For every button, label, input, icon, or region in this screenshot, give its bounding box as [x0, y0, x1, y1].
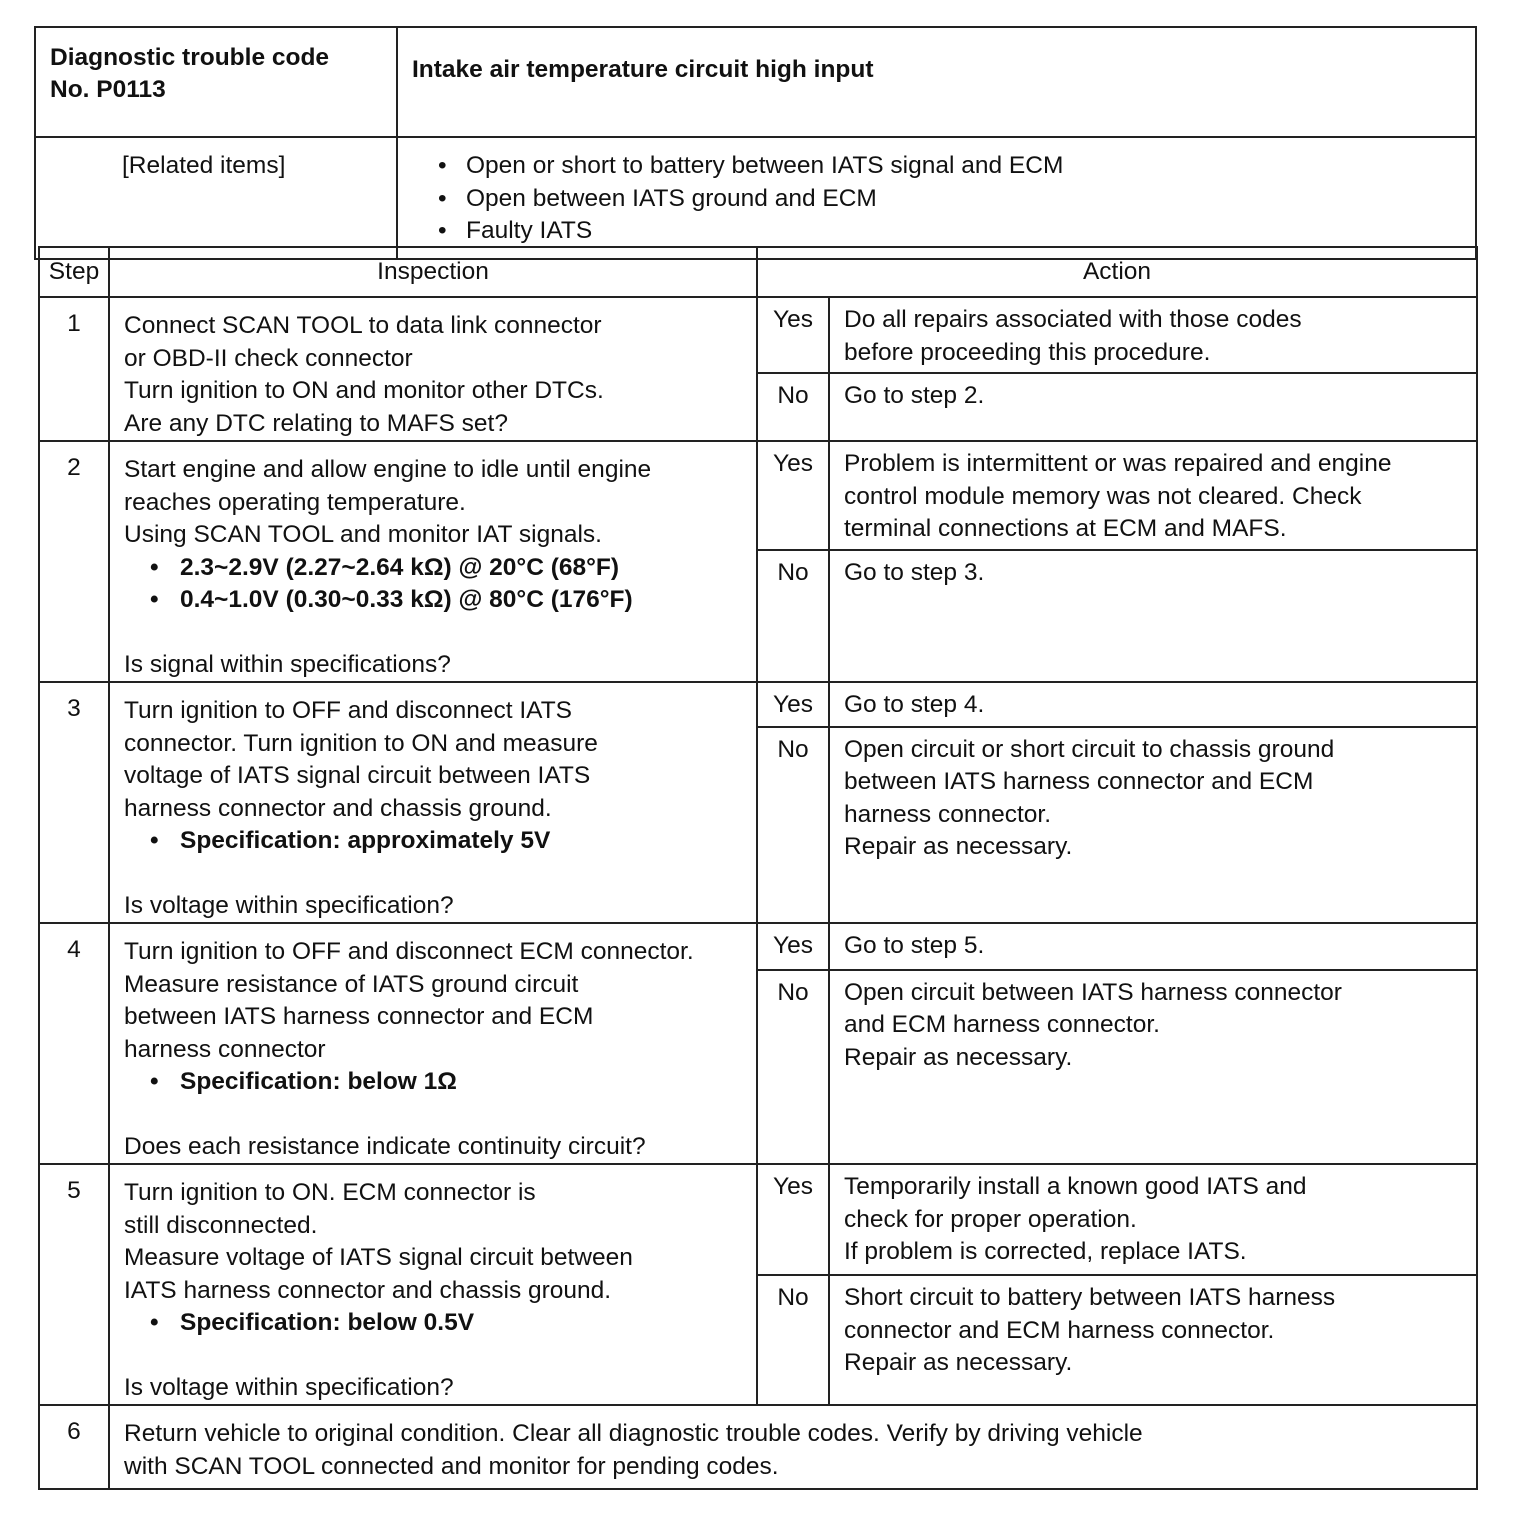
related-item: • Open or short to battery between IATS signal and ECM — [438, 150, 1475, 183]
step-2-inspection — [109, 441, 757, 682]
action-line: If problem is corrected, replace IATS. — [844, 1238, 1247, 1265]
inspection-line: Using SCAN TOOL and monitor IAT signals. — [124, 521, 602, 548]
step-4-no-action — [829, 970, 1477, 1164]
step-1-inspection — [109, 297, 757, 441]
step-number: 2 — [39, 441, 109, 682]
inspection-line: Turn ignition to ON and monitor other DTCs. — [124, 377, 604, 404]
no-label: No — [757, 1275, 829, 1405]
action-line: Do all repairs associated with those codes — [844, 306, 1302, 333]
action-line: control module memory was not cleared. Check — [844, 482, 1362, 510]
step-3-yes-row — [39, 682, 1477, 727]
inspection-line: Measure resistance of IATS ground circuit — [124, 970, 579, 998]
diagnostic-steps-table — [38, 246, 1478, 1490]
step-5-no-action — [829, 1275, 1477, 1405]
step-6-text — [109, 1405, 1477, 1489]
action-line: Problem is intermittent or was repaired and engine — [844, 450, 1392, 477]
spec-item: • Specification: below 1Ω — [150, 1066, 748, 1099]
inspection-question: Is signal within specifications? — [124, 650, 451, 678]
inspection-line: Turn ignition to OFF and disconnect ECM connector. — [124, 938, 694, 965]
step-number: 3 — [39, 682, 109, 923]
step-2-yes-action — [829, 441, 1477, 550]
table-header-row — [39, 247, 1477, 297]
spec-item: • Specification: approximately 5V — [150, 825, 748, 858]
action-line: and ECM harness connector. — [844, 1011, 1160, 1039]
step-3-no-action — [829, 727, 1477, 923]
yes-label: Yes — [757, 1164, 829, 1275]
inspection-line: Turn ignition to ON. ECM connector is — [124, 1179, 536, 1206]
step-4-inspection — [109, 923, 757, 1164]
inspection-line: Measure voltage of IATS signal circuit between — [124, 1244, 633, 1271]
inspection-line: IATS harness connector and chassis ground. — [124, 1276, 612, 1304]
step-3-inspection — [109, 682, 757, 923]
action-line: connector and ECM harness connector. — [844, 1316, 1275, 1344]
spec-item: • 2.3~2.9V (2.27~2.64 kΩ) @ 20°C (68°F) — [150, 552, 748, 585]
step-2-no-action — [829, 550, 1477, 682]
dtc-code-cell — [35, 27, 397, 137]
dtc-code-label: Diagnostic trouble code — [50, 44, 330, 71]
action-line: Temporarily install a known good IATS and — [844, 1173, 1307, 1200]
related-items-row — [35, 137, 1476, 259]
action-line: check for proper operation. — [844, 1205, 1137, 1233]
action-line: Go to step 5. — [844, 932, 985, 959]
spec-list — [124, 1066, 748, 1099]
inspection-line: connector. Turn ignition to ON and measure — [124, 729, 598, 757]
action-line: Repair as necessary. — [844, 1349, 1073, 1377]
no-label: No — [757, 373, 829, 441]
spec-list — [124, 1307, 748, 1340]
header-inspection: Inspection — [109, 247, 757, 297]
action-line: Go to step 4. — [844, 691, 985, 718]
action-line: harness connector. — [844, 800, 1052, 828]
spec-list — [124, 552, 748, 617]
action-line: Go to step 3. — [844, 559, 985, 587]
dtc-code-number: No. P0113 — [50, 76, 166, 103]
step-number: 4 — [39, 923, 109, 1164]
no-label: No — [757, 727, 829, 923]
step-5-yes-action — [829, 1164, 1477, 1275]
action-line: Short circuit to battery between IATS harness — [844, 1284, 1336, 1312]
inspection-line: harness connector and chassis ground. — [124, 794, 552, 822]
action-line: before proceeding this procedure. — [844, 338, 1211, 366]
step-3-yes-action — [829, 682, 1477, 727]
action-line: between IATS harness connector and ECM — [844, 768, 1314, 796]
related-item: • Faulty IATS — [438, 215, 1475, 248]
yes-label: Yes — [757, 923, 829, 970]
yes-label: Yes — [757, 297, 829, 373]
action-line: Open circuit or short circuit to chassis ground — [844, 735, 1335, 763]
inspection-line: Turn ignition to OFF and disconnect IATS — [124, 697, 573, 724]
related-item: • Open between IATS ground and ECM — [438, 183, 1475, 216]
inspection-line: voltage of IATS signal circuit between IATS — [124, 762, 591, 789]
related-items-cell — [397, 137, 1476, 259]
step-number: 5 — [39, 1164, 109, 1405]
dtc-code-row — [35, 27, 1476, 137]
action-line: Repair as necessary. — [844, 1043, 1073, 1071]
dtc-title: Intake air temperature circuit high input — [397, 27, 1476, 137]
inspection-line: reaches operating temperature. — [124, 488, 466, 516]
header-action: Action — [757, 247, 1477, 297]
step-number: 6 — [39, 1405, 109, 1489]
related-items-label: [Related items] — [35, 137, 397, 259]
inspection-line: still disconnected. — [124, 1211, 318, 1239]
inspection-question: Is voltage within specification? — [124, 891, 454, 919]
inspection-question: Is voltage within specification? — [124, 1373, 454, 1401]
action-line: Go to step 2. — [844, 382, 985, 409]
spec-item: • Specification: below 0.5V — [150, 1307, 748, 1340]
inspection-line: Connect SCAN TOOL to data link connector — [124, 312, 602, 339]
inspection-question: Are any DTC relating to MAFS set? — [124, 409, 508, 437]
step-5-inspection — [109, 1164, 757, 1405]
step-6-line: Return vehicle to original condition. Clear all diagnostic trouble codes. Verify by driving vehicle — [124, 1420, 1143, 1447]
step-number: 1 — [39, 297, 109, 441]
action-line: Open circuit between IATS harness connector — [844, 978, 1342, 1006]
yes-label: Yes — [757, 682, 829, 727]
no-label: No — [757, 550, 829, 682]
action-line: Repair as necessary. — [844, 833, 1073, 861]
header-step: Step — [39, 247, 109, 297]
inspection-line: Start engine and allow engine to idle until engine — [124, 456, 652, 483]
step-1-yes-action — [829, 297, 1477, 373]
spec-item: • 0.4~1.0V (0.30~0.33 kΩ) @ 80°C (176°F) — [150, 584, 748, 617]
inspection-line: harness connector — [124, 1035, 326, 1063]
step-4-yes-action — [829, 923, 1477, 970]
yes-label: Yes — [757, 441, 829, 550]
inspection-line: or OBD-II check connector — [124, 344, 413, 372]
inspection-question: Does each resistance indicate continuity circuit? — [124, 1132, 646, 1160]
step-1-no-action — [829, 373, 1477, 441]
step-1-yes-row — [39, 297, 1477, 373]
step-6-line: with SCAN TOOL connected and monitor for pending codes. — [124, 1452, 779, 1480]
no-label: No — [757, 970, 829, 1164]
related-items-list — [438, 150, 1475, 248]
step-2-yes-row — [39, 441, 1477, 550]
spec-list — [124, 825, 748, 858]
action-line: terminal connections at ECM and MAFS. — [844, 515, 1287, 542]
inspection-line: between IATS harness connector and ECM — [124, 1003, 594, 1030]
dtc-header-table — [34, 26, 1477, 260]
step-4-yes-row — [39, 923, 1477, 970]
step-5-yes-row — [39, 1164, 1477, 1275]
step-6-row — [39, 1405, 1477, 1489]
